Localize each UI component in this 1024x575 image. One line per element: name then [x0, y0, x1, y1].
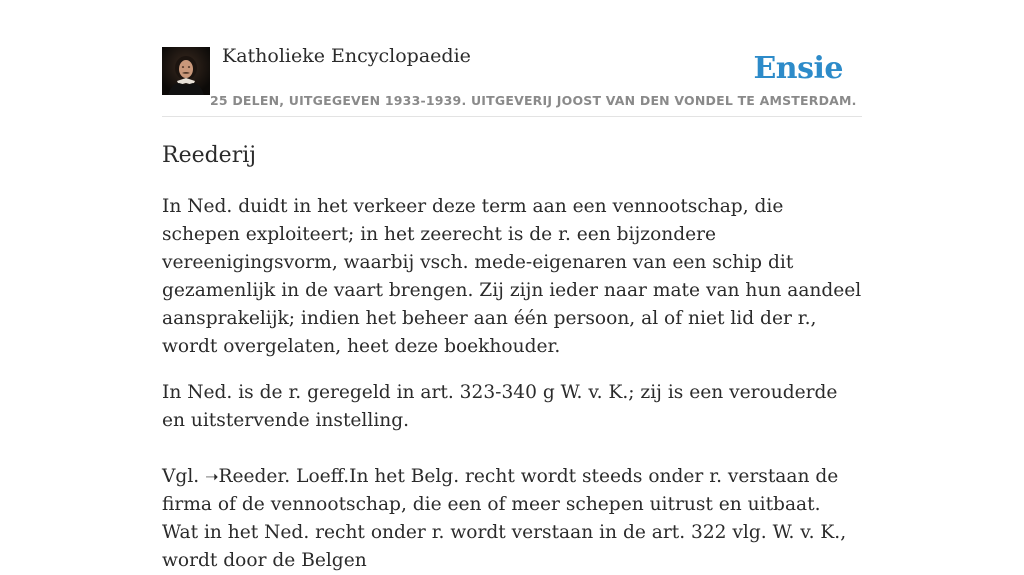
arrow-right-icon: ➝	[205, 467, 219, 486]
crossref-paragraph	[162, 463, 862, 575]
site-title-link[interactable]: Katholieke Encyclopaedie	[222, 45, 471, 67]
crossref-link-reeder[interactable]	[205, 466, 284, 487]
ensie-logo-link[interactable]: Ensie	[753, 51, 843, 86]
article-title: Reederij	[162, 143, 257, 168]
avatar[interactable]	[162, 47, 210, 95]
article-paragraph: In Ned. is de r. geregeld in art. 323-340 g W. v. K.; zij is een verouderde en uitstervende instelling.	[162, 382, 838, 431]
article-body	[162, 193, 862, 575]
portrait-icon	[162, 47, 210, 95]
site-subtitle: 25 DELEN, UITGEGEVEN 1933-1939. UITGEVERIJ JOOST VAN DEN VONDEL TE AMSTERDAM.	[210, 93, 857, 108]
article-paragraph: In Ned. duidt in het verkeer deze term aan een vennootschap, die schepen exploiteert; in het zeerecht is de r. een bijzondere vereenigingsvorm, waarbij vsch. mede-eigenaren van een schip dit gezamenlijk in de vaart brengen. Zij zijn ieder naar mate van hun aandeel aansprakelijk; indien het beheer aan één persoon, al of niet lid der r., wordt overgelaten, heet deze boekhouder.	[162, 196, 862, 357]
site-header	[162, 0, 862, 117]
crossref-prefix: Vgl.	[162, 466, 206, 487]
content-container	[162, 0, 862, 575]
crossref-link-label: Reeder	[218, 466, 285, 487]
crossref-suffix: . Loeff.In het Belg. recht wordt steeds onder r. verstaan de firma of de vennootschap, die een of meer schepen uitrust en uitbaat. Wat in het Ned. recht onder r. wordt verstaan in de art. 322 vlg. W. v. K., wordt door de Belgen	[162, 466, 847, 571]
